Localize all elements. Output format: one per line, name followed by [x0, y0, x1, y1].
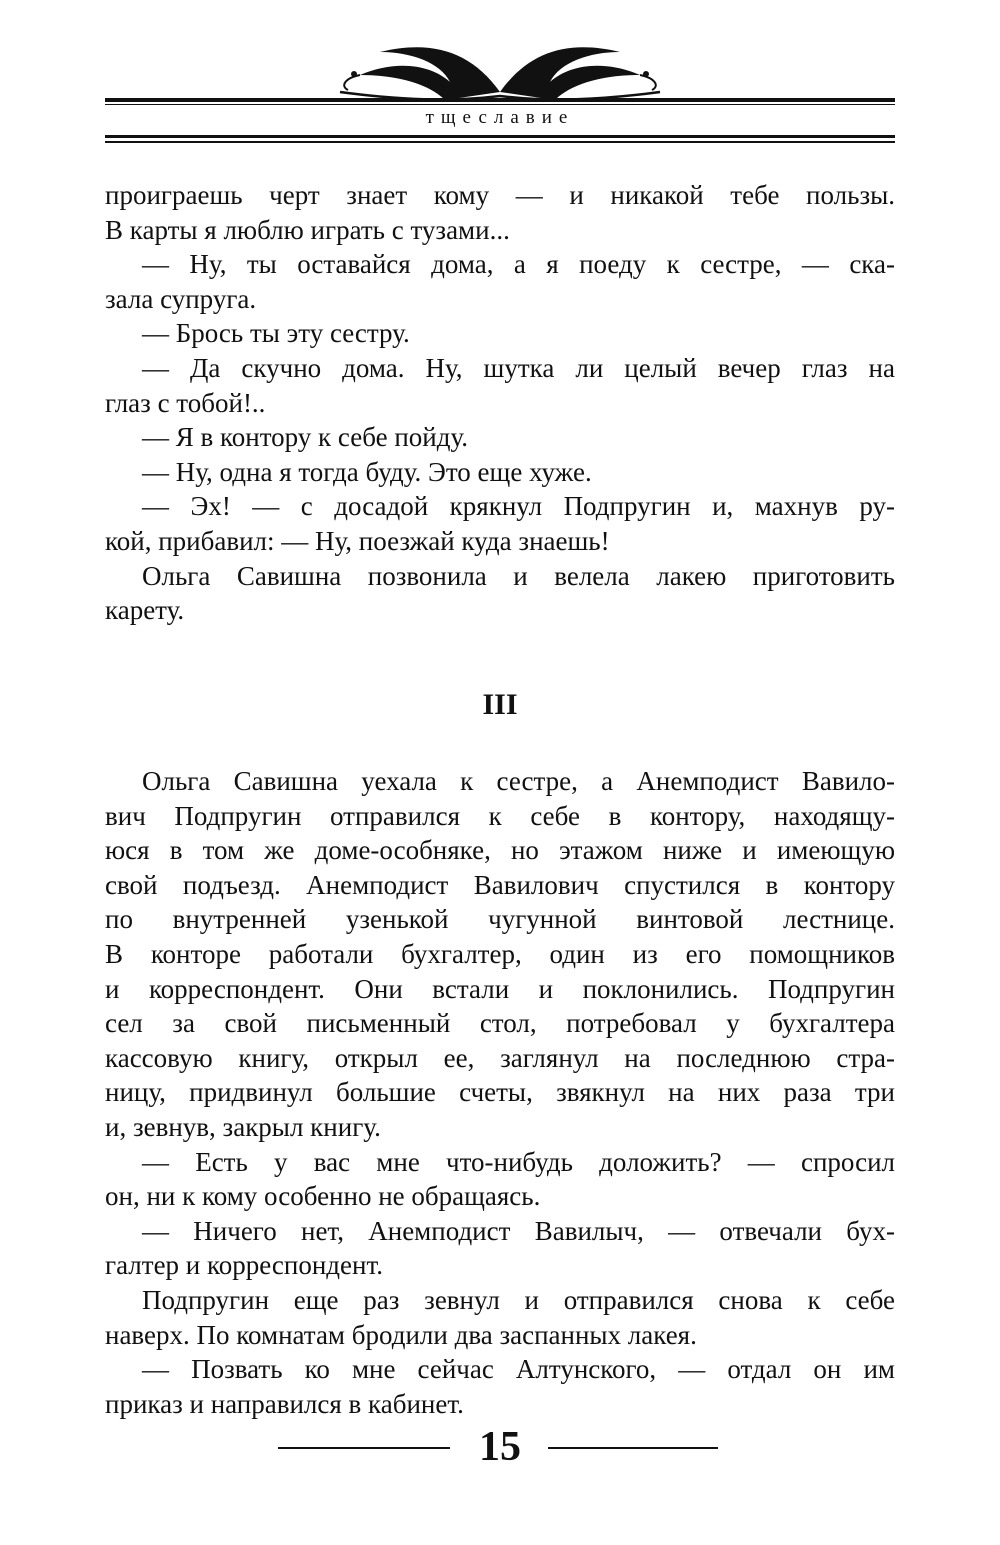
running-title: тщеславие — [425, 107, 575, 128]
text-line: сел за свой письменный стол, потребовал у бухгалтера — [105, 1008, 895, 1039]
text-line: Ольга Савишна уехала к сестре, а Анемподист Вавило- — [142, 766, 895, 796]
text-line: юся в том же доме-особняке, но этажом ниже и имеющую — [105, 835, 895, 866]
text-line: — Я в контору к себе пойду. — [142, 422, 469, 453]
text-line: — Позвать ко мне сейчас Алтунского, — отдал он им — [142, 1354, 895, 1385]
header-bottom-rule — [105, 135, 895, 138]
text-line: — Есть у вас мне что-нибудь доложить? — спросил — [142, 1146, 895, 1177]
footer-right-rule — [548, 1447, 718, 1449]
text-block-bottom — [105, 764, 895, 1421]
text-line: — Ну, ты оставайся дома, а я поеду к сестре, — ска- — [142, 249, 895, 280]
text-line: — Ну, одна я тогда буду. Это еще хуже. — [142, 456, 592, 487]
text-line: и, зевнув, закрыл книгу. — [105, 1111, 381, 1142]
text-line: — Брось ты эту сестру. — [142, 318, 410, 349]
text-line: карету. — [105, 595, 185, 626]
text-line: и корреспондент. Они встали и поклонились. Подпругин — [105, 973, 895, 1004]
right-flourish — [500, 47, 640, 100]
text-line: свой подъезд. Анемподист Вавилович спустился в контору — [105, 869, 895, 900]
text-line: он, ни к кому особенно не обращаясь. — [105, 1181, 541, 1212]
text-line: зала супруга. — [105, 283, 257, 314]
text-line: В конторе работали бухгалтер, один из его помощников — [105, 938, 895, 969]
text-line: В карты я люблю играть с тузами... — [105, 214, 510, 245]
text-line: глаз с тобой!.. — [105, 387, 266, 418]
left-flourish — [360, 47, 500, 100]
text-line: — Да скучно дома. Ну, шутка ли целый вечер глаз на — [142, 352, 895, 383]
text-line: Ольга Савишна позвонила и велела лакею приготовить — [142, 560, 895, 591]
text-line: проиграешь черт знает кому — и никакой тебе пользы. — [105, 180, 895, 210]
section-number: III — [482, 688, 518, 721]
text-line: приказ и направился в кабинет. — [105, 1388, 464, 1419]
text-line: кой, прибавил: — Ну, поезжай куда знаешь! — [105, 525, 610, 556]
page-footer — [0, 1422, 1000, 1472]
text-line: ницу, придвинул большие счеты, звякнул на них раза три — [105, 1077, 895, 1108]
text-line: — Ничего нет, Анемподист Вавилыч, — отвечали бух- — [142, 1215, 895, 1246]
text-line: по внутренней узенькой чугунной винтовой лестнице. — [105, 904, 895, 935]
header-top-rule — [105, 98, 895, 102]
page-number: 15 — [479, 1424, 521, 1470]
text-line: — Эх! — с досадой крякнул Подпругин и, махнув ру- — [142, 491, 895, 522]
text-line: наверх. По комнатам бродили два заспанных лакея. — [105, 1319, 697, 1350]
header-bottom-rule-thin — [105, 141, 895, 143]
text-line: Подпругин еще раз зевнул и отправился снова к себе — [142, 1284, 895, 1315]
text-line: вич Подпругин отправился к себе в контору, находящу- — [105, 800, 895, 831]
text-block-top — [105, 178, 895, 628]
header-top-rule-thin — [105, 104, 895, 105]
text-line: галтер и корреспондент. — [105, 1250, 383, 1281]
text-line: кассовую книгу, открыл ее, заглянул на последнюю стра- — [105, 1042, 895, 1073]
